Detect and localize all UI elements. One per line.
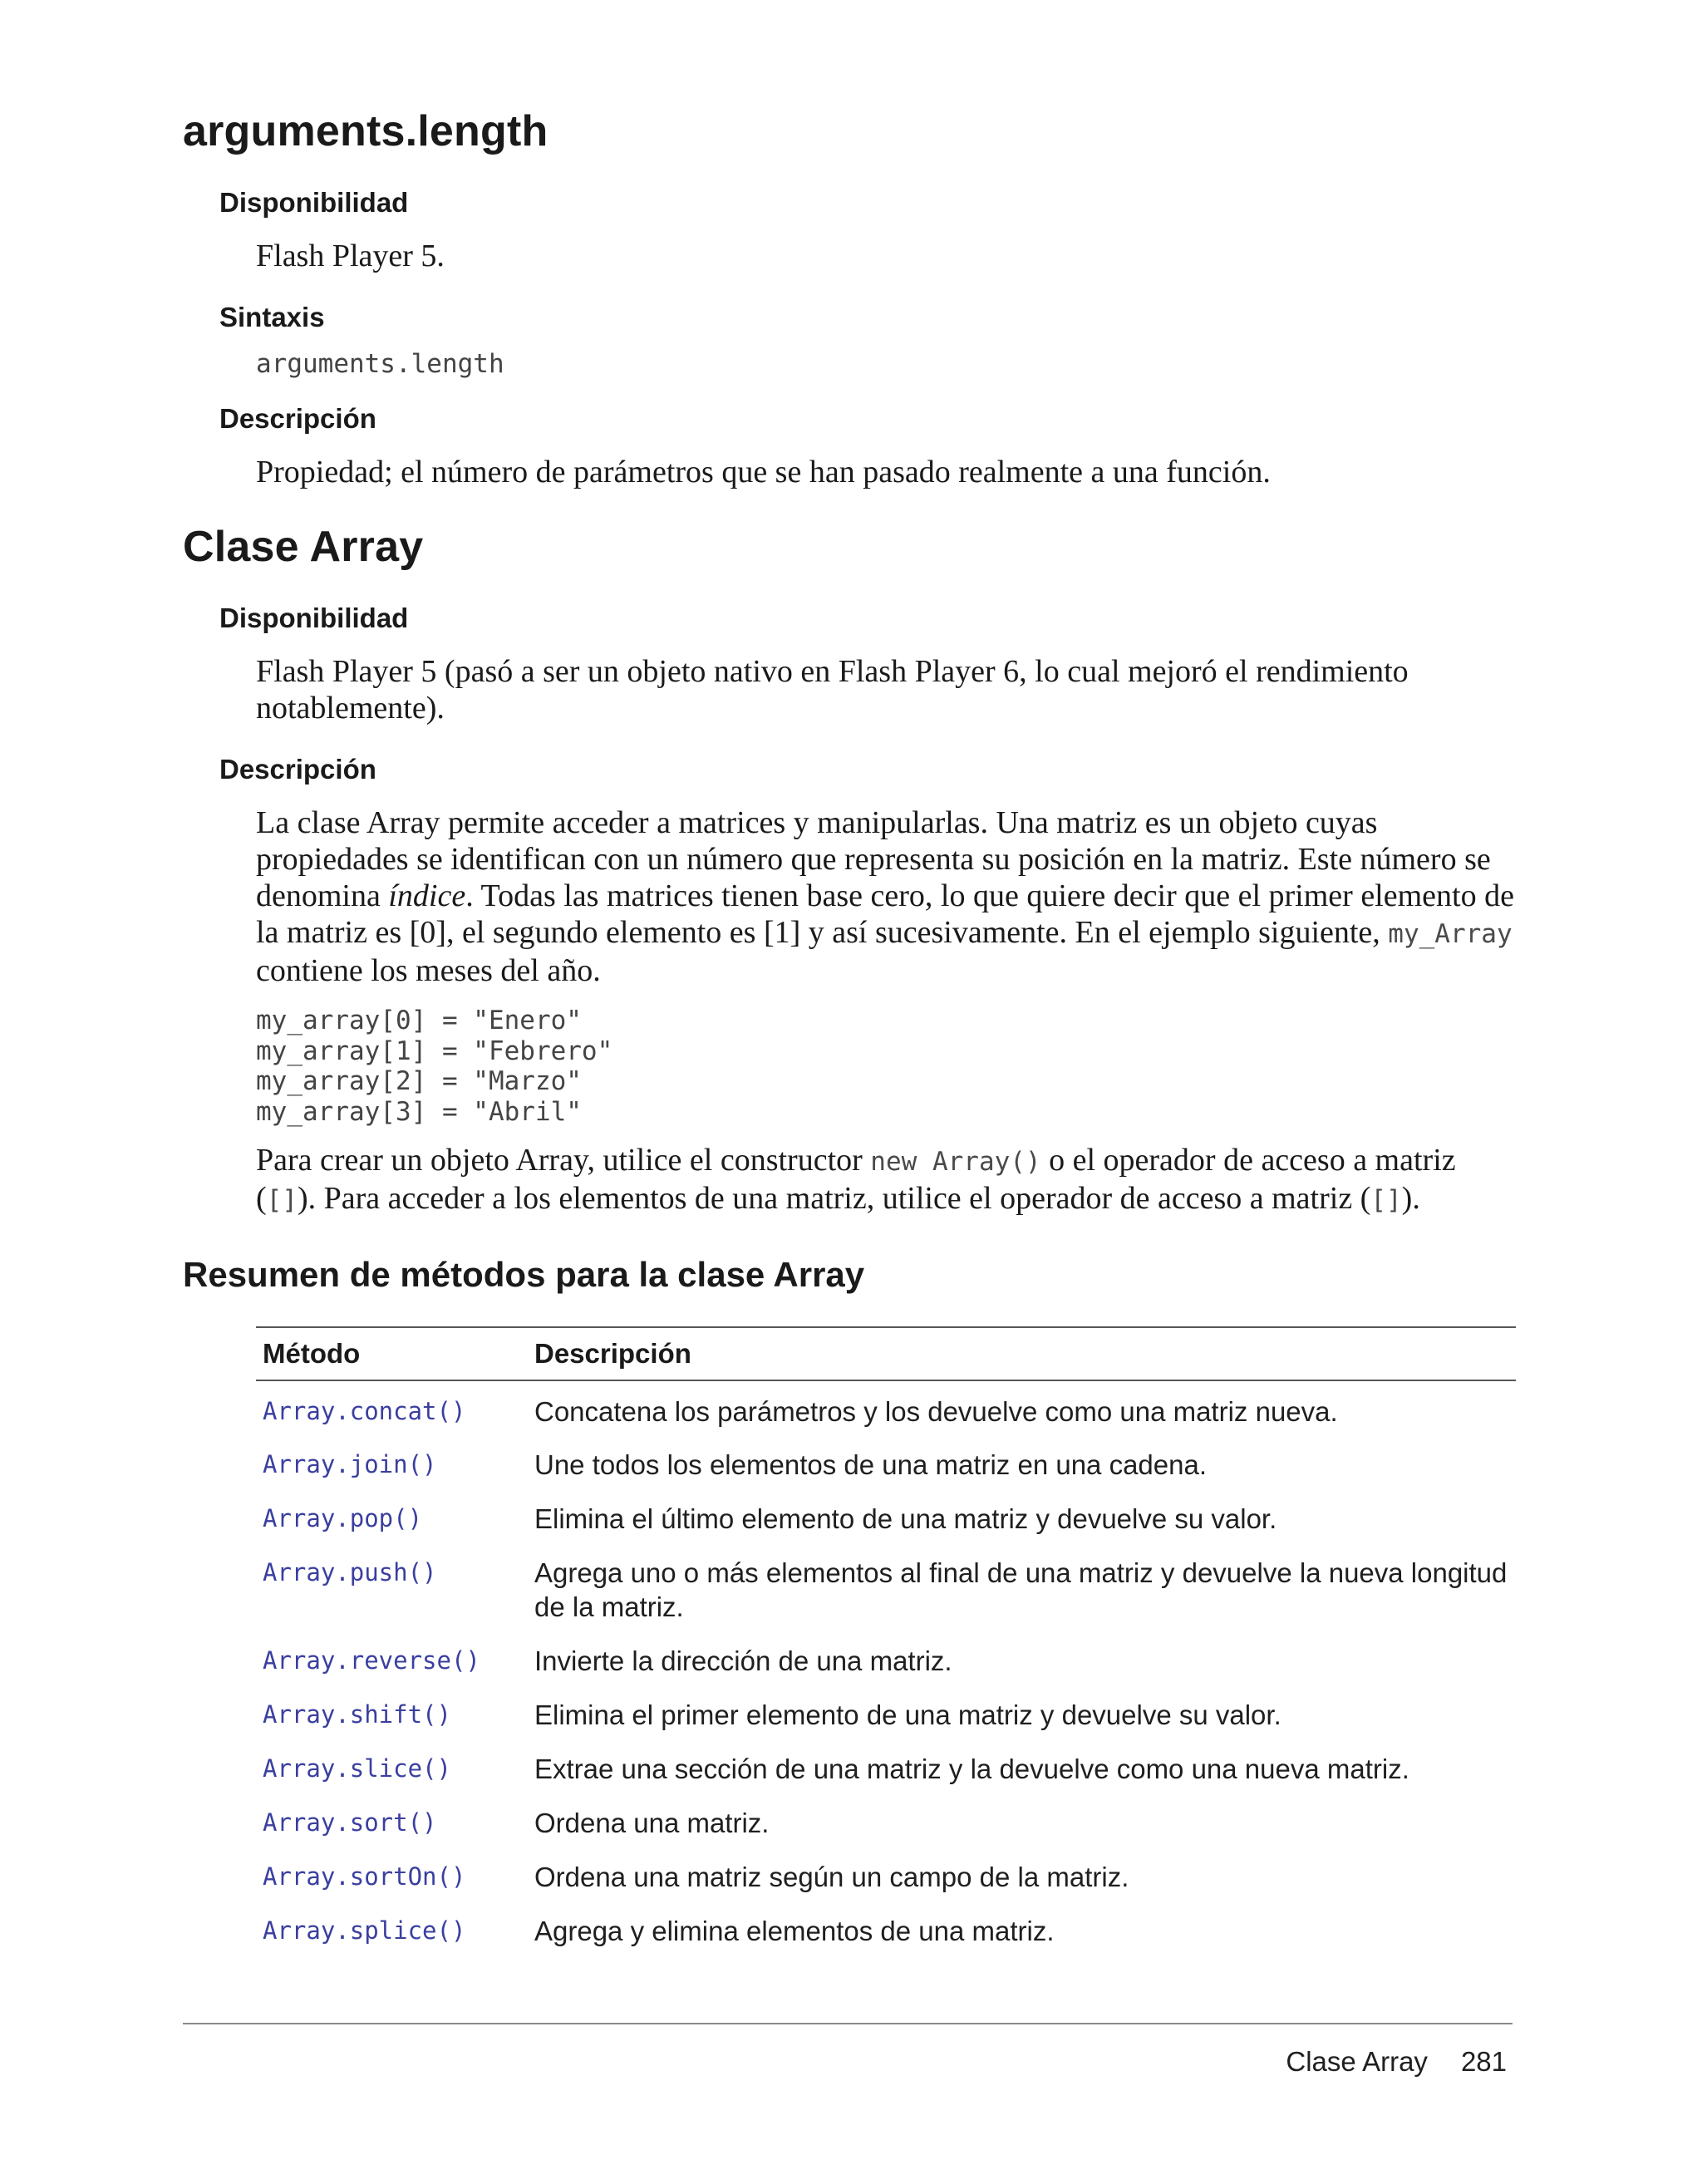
desc-part2: . Todas las matrices tienen base cero, lo que quiere decir que el primer elemento de la matriz es [0], el segundo elemento es [1] y así sucesivamente. En el ejemplo siguiente,	[256, 878, 1514, 950]
method-description: Agrega uno o más elementos al final de una matriz y devuelve la nueva longitud de la matriz.	[534, 1557, 1508, 1622]
table-row	[256, 1901, 1516, 1955]
table-row	[256, 1434, 1516, 1488]
method-description: Agrega y elimina elementos de una matriz.	[534, 1916, 1055, 1946]
create-part3: ). Para acceder a los elementos de una matriz, utilice el operador de acceso a matriz (	[297, 1181, 1371, 1216]
method-link[interactable]: Array.join()	[263, 1450, 437, 1478]
create-inline-code-brackets: []	[1370, 1185, 1402, 1215]
availability-text-array: Flash Player 5 (pasó a ser un objeto nativo en Flash Player 6, lo cual mejoró el rendimiento notablemente).	[256, 654, 1409, 726]
table-row	[256, 1685, 1516, 1739]
description-text: Propiedad; el número de parámetros que se han pasado realmente a una función.	[256, 455, 1271, 489]
create-part4: ).	[1401, 1181, 1420, 1216]
header-method: Método	[256, 1327, 534, 1380]
availability-label-array: Disponibilidad	[219, 603, 409, 633]
desc-inline-code: my_Array	[1388, 919, 1513, 949]
table-row	[256, 1793, 1516, 1847]
create-part2: o el operador de acceso a matriz (	[256, 1143, 1456, 1216]
create-inline-code-constructor: new Array()	[870, 1147, 1041, 1177]
footer-section-name: Clase Array	[1286, 2046, 1428, 2077]
description-label: Descripción	[219, 403, 376, 434]
header-description: Descripción	[534, 1327, 1516, 1380]
methods-summary-title: Resumen de métodos para la clase Array	[183, 1255, 865, 1294]
method-link[interactable]: Array.sort()	[263, 1808, 437, 1837]
array-description-paragraph	[256, 804, 1519, 989]
desc-italic-term: índice	[388, 878, 466, 913]
method-link[interactable]: Array.concat()	[263, 1397, 466, 1425]
method-description: Extrae una sección de una matriz y la devuelve como una nueva matriz.	[534, 1754, 1409, 1784]
method-description: Ordena una matriz según un campo de la matriz.	[534, 1862, 1129, 1892]
create-part1: Para crear un objeto Array, utilice el constructor	[256, 1143, 871, 1178]
description-label-array: Descripción	[219, 754, 376, 785]
syntax-label: Sintaxis	[219, 302, 325, 332]
table-row	[256, 1739, 1516, 1793]
method-link[interactable]: Array.push()	[263, 1558, 437, 1586]
table-row	[256, 1488, 1516, 1542]
code-line: my_array[1] = "Febrero"	[256, 1035, 613, 1066]
desc-part3: contiene los meses del año.	[256, 953, 601, 988]
method-link[interactable]: Array.splice()	[263, 1916, 466, 1945]
table-row	[256, 1380, 1516, 1434]
footer-divider	[183, 2023, 1513, 2024]
table-header-row	[256, 1327, 1516, 1380]
method-description: Invierte la dirección de una matriz.	[534, 1645, 952, 1676]
method-description: Elimina el último elemento de una matriz y devuelve su valor.	[534, 1503, 1277, 1534]
method-description: Elimina el primer elemento de una matriz y devuelve su valor.	[534, 1699, 1281, 1730]
code-example	[256, 1006, 612, 1127]
methods-table	[256, 1326, 1516, 1955]
method-link[interactable]: Array.slice()	[263, 1754, 451, 1783]
method-link[interactable]: Array.pop()	[263, 1504, 423, 1532]
table-row	[256, 1542, 1516, 1631]
method-description: Concatena los parámetros y los devuelve como una matriz nueva.	[534, 1396, 1338, 1427]
section-title-clase-array: Clase Array	[183, 523, 424, 571]
method-link[interactable]: Array.sortOn()	[263, 1862, 466, 1891]
code-line: my_array[0] = "Enero"	[256, 1006, 582, 1035]
syntax-code: arguments.length	[256, 349, 504, 379]
table-row	[256, 1631, 1516, 1685]
availability-text: Flash Player 5.	[256, 239, 445, 273]
table-row	[256, 1847, 1516, 1901]
code-line: my_array[3] = "Abril"	[256, 1096, 582, 1127]
section-title-arguments-length: arguments.length	[183, 107, 548, 155]
array-create-paragraph	[256, 1142, 1519, 1218]
method-link[interactable]: Array.shift()	[263, 1700, 451, 1729]
page-footer	[1286, 2046, 1507, 2078]
method-link[interactable]: Array.reverse()	[263, 1646, 480, 1675]
desc-part1: La clase Array permite acceder a matrices y manipularlas. Una matriz es un objeto cuyas propiedades se identifican con un número que representa su posición en la matriz. Este número se denomina	[256, 805, 1491, 913]
create-inline-code-brackets: []	[266, 1185, 298, 1215]
page-number: 281	[1460, 2046, 1507, 2077]
availability-label: Disponibilidad	[219, 187, 409, 218]
method-description: Ordena una matriz.	[534, 1808, 770, 1838]
method-description: Une todos los elementos de una matriz en una cadena.	[534, 1449, 1208, 1480]
code-line: my_array[2] = "Marzo"	[256, 1066, 582, 1096]
